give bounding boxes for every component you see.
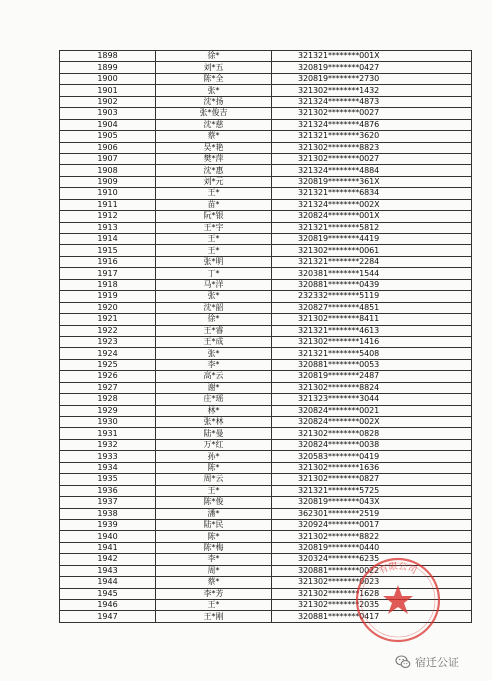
person-name: 苗* [156, 199, 272, 210]
id-number: 320583********0419 [272, 451, 472, 462]
table-row [60, 176, 472, 187]
row-number: 1899 [60, 62, 156, 73]
person-name: 陈* [156, 462, 272, 473]
person-name: 陈*俊 [156, 497, 272, 508]
person-name: 李* [156, 554, 272, 565]
table-row [60, 85, 472, 96]
row-number: 1900 [60, 73, 156, 84]
person-name: 高*云 [156, 371, 272, 382]
account-watermark [395, 653, 459, 671]
table-row [60, 188, 472, 199]
table-row [60, 348, 472, 359]
table-row [60, 508, 472, 519]
table-row [60, 165, 472, 176]
id-number: 321321********5725 [272, 485, 472, 496]
table-row [60, 462, 472, 473]
id-number: 232332********5119 [272, 291, 472, 302]
id-number: 321302********8411 [272, 314, 472, 325]
person-name: 刘*五 [156, 62, 272, 73]
id-number: 321302********2035 [272, 600, 472, 611]
table-row [60, 542, 472, 553]
table-row [60, 96, 472, 107]
id-number: 321302********0827 [272, 474, 472, 485]
person-name: 蔡* [156, 577, 272, 588]
row-number: 1923 [60, 336, 156, 347]
table-row [60, 405, 472, 416]
row-number: 1910 [60, 188, 156, 199]
row-number: 1944 [60, 577, 156, 588]
id-number: 320881********0022 [272, 565, 472, 576]
row-number: 1901 [60, 85, 156, 96]
row-number: 1925 [60, 359, 156, 370]
row-number: 1904 [60, 119, 156, 130]
id-number: 321302********0027 [272, 108, 472, 119]
row-number: 1898 [60, 51, 156, 62]
row-number: 1946 [60, 600, 156, 611]
table-row [60, 108, 472, 119]
roster-table [59, 50, 472, 623]
row-number: 1931 [60, 428, 156, 439]
table-row [60, 439, 472, 450]
row-number: 1914 [60, 234, 156, 245]
table-row [60, 519, 472, 530]
table-row [60, 51, 472, 62]
person-name: 马*洋 [156, 279, 272, 290]
id-number: 320324********6235 [272, 554, 472, 565]
row-number: 1903 [60, 108, 156, 119]
row-number: 1909 [60, 176, 156, 187]
row-number: 1943 [60, 565, 156, 576]
seal-text: 有限公司 [377, 561, 419, 577]
person-name: 周*云 [156, 474, 272, 485]
id-number: 321324********4876 [272, 119, 472, 130]
id-number: 321321********3620 [272, 131, 472, 142]
id-number: 320381********1544 [272, 268, 472, 279]
id-number: 321302********1432 [272, 85, 472, 96]
table-row [60, 256, 472, 267]
person-name: 阮*银 [156, 211, 272, 222]
watermark-text: 宿迁公证 [415, 656, 459, 669]
person-name: 王* [156, 188, 272, 199]
roster-body [60, 51, 472, 623]
id-number: 321302********0061 [272, 245, 472, 256]
table-row [60, 211, 472, 222]
table-row [60, 291, 472, 302]
row-number: 1933 [60, 451, 156, 462]
id-number: 320824********002X [272, 417, 472, 428]
row-number: 1915 [60, 245, 156, 256]
person-name: 张* [156, 85, 272, 96]
person-name: 徐* [156, 51, 272, 62]
table-row [60, 119, 472, 130]
row-number: 1922 [60, 325, 156, 336]
person-name: 王*宇 [156, 222, 272, 233]
row-number: 1902 [60, 96, 156, 107]
id-number: 321324********4884 [272, 165, 472, 176]
id-number: 320881********0053 [272, 359, 472, 370]
id-number: 321302********8824 [272, 382, 472, 393]
id-number: 320824********0038 [272, 439, 472, 450]
id-number: 321302********0828 [272, 428, 472, 439]
table-row [60, 588, 472, 599]
table-row [60, 245, 472, 256]
row-number: 1942 [60, 554, 156, 565]
table-row [60, 142, 472, 153]
table-row [60, 382, 472, 393]
row-number: 1906 [60, 142, 156, 153]
person-name: 周* [156, 565, 272, 576]
id-number: 321302********1636 [272, 462, 472, 473]
row-number: 1941 [60, 542, 156, 553]
person-name: 林* [156, 405, 272, 416]
id-number: 320819********361X [272, 176, 472, 187]
table-row [60, 428, 472, 439]
table-row [60, 577, 472, 588]
row-number: 1930 [60, 417, 156, 428]
table-row [60, 302, 472, 313]
id-number: 321323********3044 [272, 394, 472, 405]
table-row [60, 394, 472, 405]
row-number: 1919 [60, 291, 156, 302]
id-number: 321321********5812 [272, 222, 472, 233]
person-name: 万*红 [156, 439, 272, 450]
row-number: 1929 [60, 405, 156, 416]
person-name: 王*睿 [156, 325, 272, 336]
id-number: 321302********8822 [272, 531, 472, 542]
id-number: 320881********0439 [272, 279, 472, 290]
row-number: 1908 [60, 165, 156, 176]
table-row [60, 417, 472, 428]
id-number: 321321********001X [272, 51, 472, 62]
person-name: 王*刚 [156, 611, 272, 622]
table-row [60, 565, 472, 576]
person-name: 张*林 [156, 417, 272, 428]
id-number: 321324********4873 [272, 96, 472, 107]
person-name: 陈*全 [156, 73, 272, 84]
person-name: 庄*瑶 [156, 394, 272, 405]
person-name: 王* [156, 485, 272, 496]
row-number: 1938 [60, 508, 156, 519]
table-row [60, 451, 472, 462]
row-number: 1934 [60, 462, 156, 473]
person-name: 张*明 [156, 256, 272, 267]
person-name: 张*俊吉 [156, 108, 272, 119]
id-number: 320827********4851 [272, 302, 472, 313]
id-number: 362301********2519 [272, 508, 472, 519]
id-number: 321302********1628 [272, 588, 472, 599]
id-number: 320819********0440 [272, 542, 472, 553]
row-number: 1917 [60, 268, 156, 279]
person-name: 王* [156, 234, 272, 245]
person-name: 陈*梅 [156, 542, 272, 553]
table-row [60, 153, 472, 164]
person-name: 陆*民 [156, 519, 272, 530]
person-name: 潘* [156, 508, 272, 519]
table-row [60, 279, 472, 290]
table-row [60, 199, 472, 210]
id-number: 321302********0023 [272, 577, 472, 588]
wechat-icon [395, 654, 411, 670]
table-row [60, 268, 472, 279]
person-name: 谢* [156, 382, 272, 393]
table-row [60, 336, 472, 347]
id-number: 321324********002X [272, 199, 472, 210]
table-row [60, 531, 472, 542]
id-number: 321321********4613 [272, 325, 472, 336]
row-number: 1947 [60, 611, 156, 622]
id-number: 321321********6834 [272, 188, 472, 199]
table-row [60, 600, 472, 611]
person-name: 孙* [156, 451, 272, 462]
row-number: 1927 [60, 382, 156, 393]
id-number: 320819********2730 [272, 73, 472, 84]
row-number: 1926 [60, 371, 156, 382]
id-number: 320824********001X [272, 211, 472, 222]
table-row [60, 474, 472, 485]
id-number: 320819********2487 [272, 371, 472, 382]
row-number: 1945 [60, 588, 156, 599]
person-name: 刘*元 [156, 176, 272, 187]
person-name: 李* [156, 359, 272, 370]
id-number: 320924********0017 [272, 519, 472, 530]
person-name: 陈* [156, 531, 272, 542]
id-number: 320824********0021 [272, 405, 472, 416]
person-name: 樊*萍 [156, 153, 272, 164]
table-row [60, 222, 472, 233]
row-number: 1935 [60, 474, 156, 485]
table-row [60, 485, 472, 496]
table-row [60, 359, 472, 370]
id-number: 320881********0417 [272, 611, 472, 622]
person-name: 王*成 [156, 336, 272, 347]
id-number: 320819********043X [272, 497, 472, 508]
person-name: 徐* [156, 314, 272, 325]
id-number: 321321********5408 [272, 348, 472, 359]
person-name: 沈*扬 [156, 96, 272, 107]
row-number: 1928 [60, 394, 156, 405]
row-number: 1918 [60, 279, 156, 290]
table-row [60, 314, 472, 325]
table-row [60, 62, 472, 73]
row-number: 1921 [60, 314, 156, 325]
person-name: 张* [156, 291, 272, 302]
row-number: 1920 [60, 302, 156, 313]
person-name: 李*芳 [156, 588, 272, 599]
person-name: 王* [156, 245, 272, 256]
row-number: 1939 [60, 519, 156, 530]
person-name: 吴*艳 [156, 142, 272, 153]
row-number: 1932 [60, 439, 156, 450]
person-name: 张* [156, 348, 272, 359]
row-number: 1936 [60, 485, 156, 496]
row-number: 1924 [60, 348, 156, 359]
id-number: 321302********1416 [272, 336, 472, 347]
row-number: 1937 [60, 497, 156, 508]
table-row [60, 73, 472, 84]
person-name: 蔡* [156, 131, 272, 142]
id-number: 321302********8823 [272, 142, 472, 153]
id-number: 321302********0027 [272, 153, 472, 164]
person-name: 沈*惠 [156, 165, 272, 176]
table-row [60, 325, 472, 336]
row-number: 1912 [60, 211, 156, 222]
id-number: 321321********2284 [272, 256, 472, 267]
row-number: 1905 [60, 131, 156, 142]
id-number: 320819********4419 [272, 234, 472, 245]
row-number: 1913 [60, 222, 156, 233]
table-row [60, 131, 472, 142]
table-row [60, 371, 472, 382]
person-name: 王* [156, 600, 272, 611]
row-number: 1916 [60, 256, 156, 267]
table-row [60, 234, 472, 245]
person-name: 丁* [156, 268, 272, 279]
table-row [60, 497, 472, 508]
person-name: 陆*曼 [156, 428, 272, 439]
row-number: 1911 [60, 199, 156, 210]
table-row [60, 611, 472, 622]
row-number: 1907 [60, 153, 156, 164]
id-number: 320819********0427 [272, 62, 472, 73]
person-name: 沈*韶 [156, 302, 272, 313]
person-name: 沈*慈 [156, 119, 272, 130]
table-row [60, 554, 472, 565]
row-number: 1940 [60, 531, 156, 542]
